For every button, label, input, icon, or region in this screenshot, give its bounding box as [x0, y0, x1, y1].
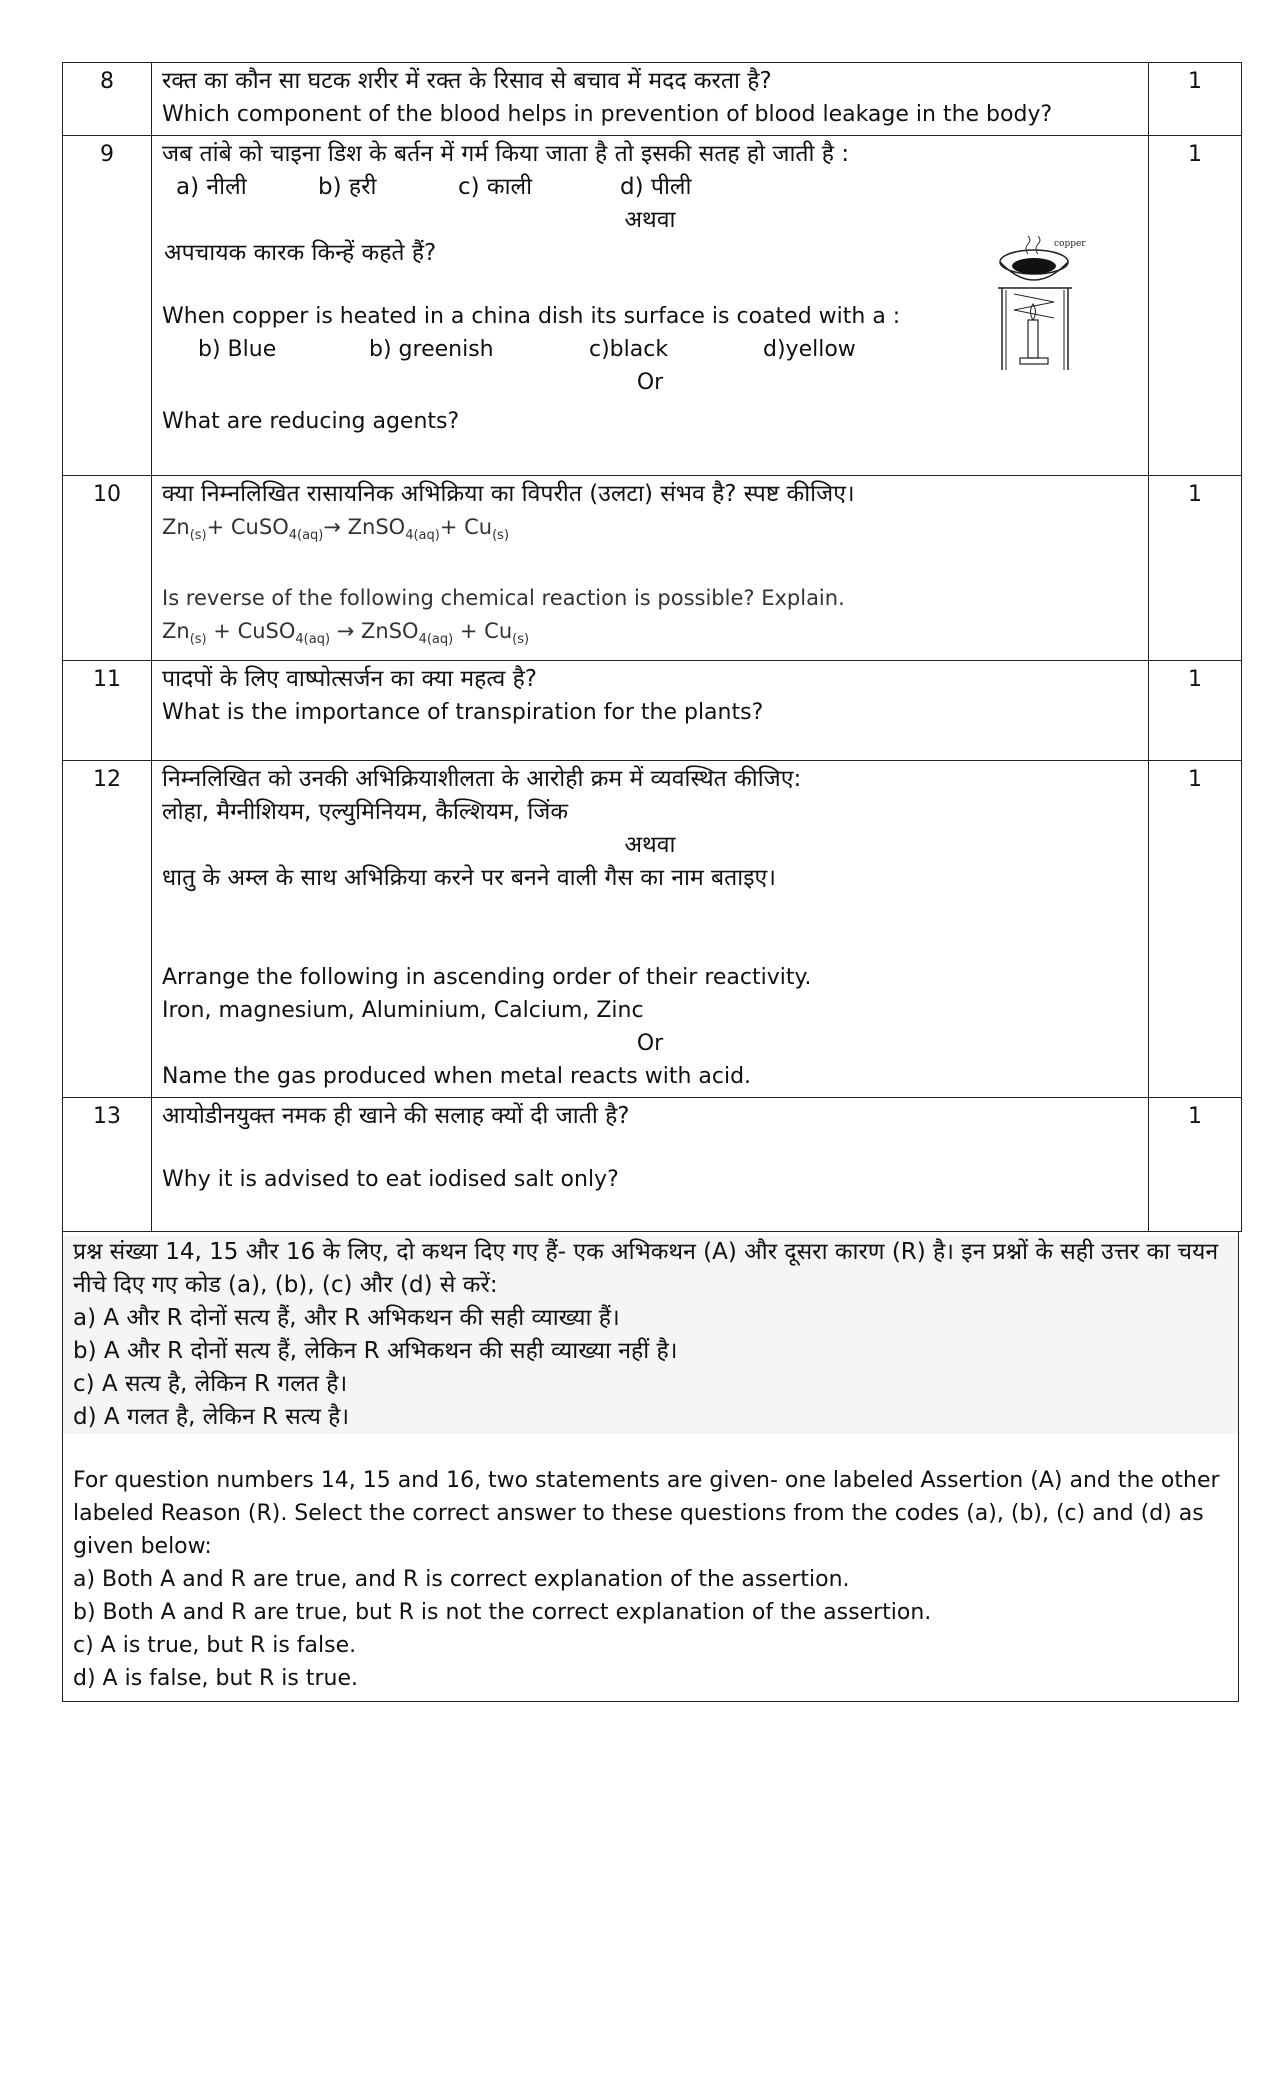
option: a) नीली — [176, 174, 247, 200]
question-hindi-alt: धातु के अम्ल के साथ अभिक्रिया करने पर बनने वाली गैस का नाम बताइए। — [162, 865, 776, 892]
option: b) Blue — [198, 337, 277, 362]
or-divider: Or — [636, 370, 664, 395]
question-row-13 — [63, 1098, 1242, 1232]
items-hindi: लोहा, मैग्नीशियम, एल्युमिनियम, कैल्शियम, जिंक — [162, 799, 569, 826]
chemical-equation: $Zn_{(s)}$ + CuSO$_{4(aq)}$ → ZnSO$_{4(aq)}$ + $Cu_{(s)}$ — [162, 619, 530, 648]
instructions-intro-english: For question numbers 14, 15 and 16, two statements are given- one labeled Assertion (A) and the other labeled Reason (R). Select the correct answer to these questions from the codes (a), (b), (c) and (d) as given below: — [73, 1468, 1220, 1560]
instructions-hindi — [63, 1236, 1238, 1434]
question-text — [152, 136, 1149, 476]
option: c) A सत्य है, लेकिन R गलत है। — [73, 1371, 348, 1398]
question-text — [152, 476, 1149, 661]
option: b) greenish — [369, 337, 494, 362]
option: a) Both A and R are true, and R is correct explanation of the assertion. — [73, 1567, 850, 1593]
question-number: 11 — [63, 661, 152, 761]
question-number: 10 — [63, 476, 152, 661]
question-row-12 — [63, 761, 1242, 1098]
option: c) काली — [458, 174, 533, 200]
question-hindi: जब तांबे को चाइना डिश के बर्तन में गर्म किया जाता है तो इसकी सतह हो जाती है : — [162, 141, 850, 167]
question-marks: 1 — [1149, 136, 1242, 476]
chemical-equation: $Zn_{(s)}+$ CuSO$_{4(aq)}$→ ZnSO$_{4(aq)}$+ $Cu_{(s)}$ — [162, 515, 510, 544]
question-text — [152, 63, 1149, 136]
question-number: 8 — [63, 63, 152, 136]
or-divider: अथवा — [624, 207, 676, 233]
question-hindi: पादपों के लिए वाष्पोत्सर्जन का क्या महत्व है? — [162, 666, 537, 693]
option: c)black — [589, 337, 669, 362]
question-text — [152, 1098, 1149, 1232]
option: b) A और R दोनों सत्य हैं, लेकिन R अभिकथन की सही व्याख्या नहीं है। — [73, 1338, 678, 1365]
option: d) पीली — [620, 174, 692, 200]
question-english: Which component of the blood helps in prevention of blood leakage in the body? — [162, 102, 1053, 127]
question-row-11 — [63, 661, 1242, 761]
option: d)yellow — [763, 337, 856, 362]
or-divider: अथवा — [624, 832, 676, 859]
options-hindi — [162, 171, 1138, 204]
question-row-8 — [63, 63, 1242, 136]
question-marks: 1 — [1149, 63, 1242, 136]
question-hindi: निम्नलिखित को उनकी अभिक्रियाशीलता के आरोही क्रम में व्यवस्थित कीजिए: — [162, 766, 802, 793]
option: c) A is true, but R is false. — [73, 1633, 357, 1659]
question-number: 13 — [63, 1098, 152, 1232]
option: b) हरी — [318, 174, 377, 200]
question-number: 9 — [63, 136, 152, 476]
question-english-alt: Name the gas produced when metal reacts with acid. — [162, 1064, 752, 1090]
question-english-alt: What are reducing agents? — [162, 409, 460, 434]
question-row-10 — [63, 476, 1242, 661]
question-marks: 1 — [1149, 476, 1242, 661]
question-hindi: रक्त का कौन सा घटक शरीर में रक्त के रिसाव से बचाव में मदद करता है? — [162, 68, 772, 94]
question-hindi: क्या निम्नलिखित रासायनिक अभिक्रिया का विपरीत (उलटा) संभव है? स्पष्ट कीजिए। — [162, 481, 855, 507]
instructions-intro-hindi: प्रश्न संख्या 14, 15 और 16 के लिए, दो कथन दिए गए हैं- एक अभिकथन (A) और दूसरा कारण (R) है। इन प्रश्नों के सही उत्तर का चयन नीचे दिए गए कोड (a), (b), (c) और (d) से करें: — [73, 1239, 1219, 1299]
question-marks: 1 — [1149, 761, 1242, 1098]
question-marks: 1 — [1149, 1098, 1242, 1232]
china-dish-heating-diagram — [988, 236, 1100, 376]
question-number: 12 — [63, 761, 152, 1098]
question-hindi: आयोडीनयुक्त नमक ही खाने की सलाह क्यों दी जाती है? — [162, 1103, 630, 1130]
or-divider: Or — [636, 1031, 664, 1057]
option: b) Both A and R are true, but R is not the correct explanation of the assertion. — [73, 1600, 932, 1626]
question-english: What is the importance of transpiration for the plants? — [162, 700, 764, 726]
question-english: Arrange the following in ascending order of their reactivity. — [162, 965, 812, 991]
assertion-reason-instructions — [62, 1232, 1239, 1702]
question-hindi-alt: अपचायक कारक किन्हें कहते हैं? — [164, 240, 437, 266]
question-sheet — [62, 62, 1242, 1702]
diagram-label: copper — [1054, 239, 1086, 249]
option: d) A गलत है, लेकिन R सत्य है। — [73, 1404, 350, 1431]
question-text — [152, 761, 1149, 1098]
question-row-9 — [63, 136, 1242, 476]
items-english: Iron, magnesium, Aluminium, Calcium, Zinc — [162, 998, 644, 1024]
question-text — [152, 661, 1149, 761]
option: d) A is false, but R is true. — [73, 1666, 358, 1692]
question-english: Why it is advised to eat iodised salt only? — [162, 1167, 619, 1193]
option: a) A और R दोनों सत्य हैं, और R अभिकथन की सही व्याख्या हैं। — [73, 1305, 620, 1332]
question-marks: 1 — [1149, 661, 1242, 761]
question-english: When copper is heated in a china dish its surface is coated with a : — [162, 304, 901, 329]
questions-table — [62, 62, 1242, 1232]
question-english: Is reverse of the following chemical reaction is possible? Explain. — [162, 586, 845, 611]
